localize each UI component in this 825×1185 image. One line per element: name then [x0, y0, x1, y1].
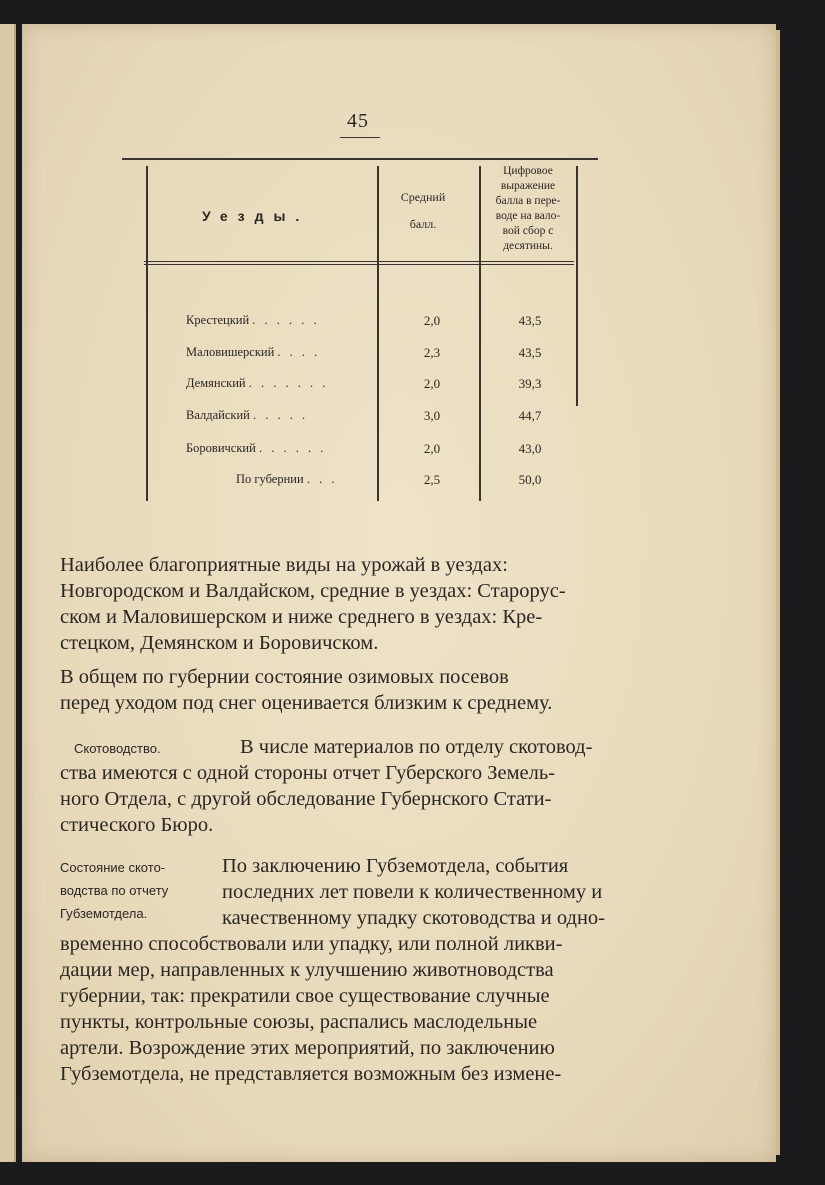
row-district-name: Крестецкий — [186, 313, 250, 327]
row-average-score: 2,3 — [423, 345, 441, 360]
header-average-score: Средний балл. — [400, 190, 446, 231]
table-col-line-2 — [479, 166, 481, 501]
row-numeric-value: 43,5 — [518, 345, 542, 360]
row-leader-dots: . . . . . . . — [248, 376, 329, 390]
row-leader-dots: . . . . . . — [258, 441, 327, 455]
header-numeric-value: Цифровое выражение балла в пере- воде на вало- вой сбор с десятины. — [495, 165, 561, 252]
margin-note-livestock: Скотоводство. — [74, 741, 161, 756]
row-average-score: 2,0 — [423, 313, 441, 328]
row-leader-dots: . . . . — [277, 345, 321, 359]
row-district-name: Боровичский — [186, 441, 256, 455]
table-header-rule-2 — [144, 264, 574, 265]
yield-table — [122, 158, 598, 503]
row-numeric-value: 43,0 — [518, 441, 542, 456]
table-top-rule — [122, 158, 598, 160]
paragraph-livestock-materials: В числе материалов по отделу скотовод- ства имеются с одной стороны отчет Губерского Земель- ного Отдела, с другой обследование Губернского Стати- стического Бюро. — [60, 736, 593, 836]
margin-note-livestock-status: Состояние ското- водства по отчету Губземотдела. — [60, 860, 169, 921]
row-district-name: По губернии — [236, 472, 304, 486]
row-district-name: Валдайский — [186, 408, 250, 422]
row-numeric-value: 43,5 — [518, 313, 542, 328]
row-district-name: Демянский — [186, 376, 246, 390]
paragraph-forecast: Наиболее благоприятные виды на урожай в уездах: Новгородском и Валдайском, средние в уездах: Старорус- ском и Маловишерском и ниже среднего в уездах: Кре- стецком, Демянском и Боровичском. — [60, 554, 566, 654]
table-col-line-1 — [377, 166, 379, 501]
page-number: 45 — [347, 110, 369, 132]
page-edge — [776, 30, 780, 1155]
table-col-line-left — [146, 166, 148, 501]
row-leader-dots: . . . . . . — [252, 313, 320, 327]
row-numeric-value: 39,3 — [518, 376, 542, 391]
row-numeric-value: 50,0 — [518, 472, 542, 487]
row-average-score: 2,0 — [423, 376, 441, 391]
row-numeric-value: 44,7 — [518, 408, 542, 423]
row-average-score: 2,0 — [423, 441, 441, 456]
row-leader-dots: . . . . . — [252, 408, 309, 422]
header-uezdy: Уезды. — [202, 208, 310, 224]
table-header-rule — [144, 261, 574, 262]
book-spine-edge — [0, 24, 16, 1162]
row-district-name: Маловишерский — [186, 345, 275, 359]
row-leader-dots: . . . — [306, 472, 338, 486]
page-number-underline — [340, 137, 380, 138]
paragraph-livestock-body: временно способствовали или упадку, или полной ликви- дации мер, направленных к улучшению животноводства губернии, так: прекратили свое существование случные пункты, контрольные союзы, распались маслодельные артели. Возрождение этих мероприятий, по заключению Губземотдела, не представляется возможным без измене- — [60, 933, 563, 1085]
row-average-score: 2,5 — [423, 472, 441, 487]
row-average-score: 3,0 — [423, 408, 441, 423]
paragraph-livestock-lead: По заключению Губземотдела, события последних лет повели к количественному и качественному упадку скотоводства и одно- — [222, 855, 605, 929]
paragraph-summary: В общем по губернии состояние озимовых посевов перед уходом под снег оценивается близким к среднему. — [60, 666, 553, 714]
table-col-line-right — [576, 166, 578, 406]
